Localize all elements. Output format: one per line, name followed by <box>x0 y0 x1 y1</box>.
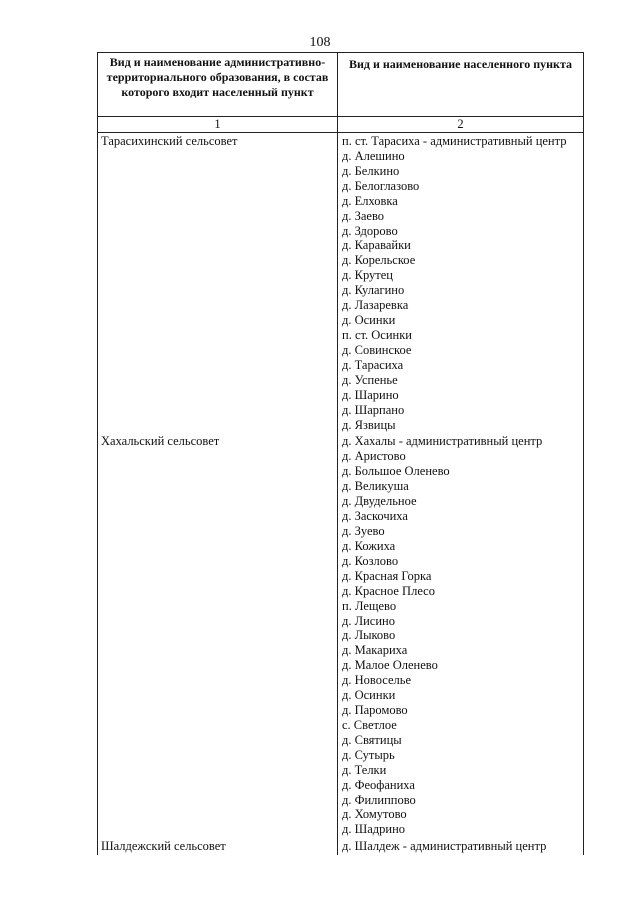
settlement-item: д. Хахалы - административный центр <box>342 434 543 449</box>
territory-name: Шалдежский сельсовет <box>101 839 226 854</box>
territory-name: Хахальский сельсовет <box>101 434 220 449</box>
settlement-item: д. Шарпано <box>342 402 405 417</box>
settlement-item: д. Успенье <box>342 372 398 387</box>
settlement-item: д. Корельское <box>342 253 416 268</box>
settlement-item: д. Осинки <box>342 313 396 328</box>
settlement-item: д. Телки <box>342 762 387 777</box>
settlement-item: д. Макариха <box>342 643 408 658</box>
settlement-item: п. Лещево <box>342 598 397 613</box>
table-header-row <box>98 53 584 117</box>
settlement-item: д. Лазаревка <box>342 298 409 313</box>
settlements-cell <box>338 433 584 838</box>
settlement-item: д. Каравайки <box>342 238 411 253</box>
settlement-item: д. Крутец <box>342 268 393 283</box>
settlement-item: д. Двудельное <box>342 494 417 509</box>
settlement-item: д. Красная Горка <box>342 568 432 583</box>
settlement-item: д. Паромово <box>342 703 408 718</box>
settlement-item: д. Белоглазово <box>342 178 420 193</box>
page-number: 108 <box>309 35 331 50</box>
settlement-item: д. Здорово <box>342 223 398 238</box>
settlement-item: д. Шалдеж - административный центр <box>342 839 547 854</box>
settlement-item: д. Шарино <box>342 387 399 402</box>
territory-name: Тарасихинский сельсовет <box>101 134 238 148</box>
settlement-item: д. Филиппово <box>342 792 416 807</box>
table-body <box>98 133 584 856</box>
table-row <box>98 433 584 838</box>
column-number-row <box>98 117 584 133</box>
settlement-item: д. Лисино <box>342 613 395 628</box>
settlements-cell <box>338 838 584 855</box>
settlement-item: д. Кулагино <box>342 283 405 298</box>
settlement-item: д. Козлово <box>342 553 399 568</box>
settlement-item: д. Хомутово <box>342 807 407 822</box>
settlements-cell <box>338 133 584 434</box>
settlement-item: д. Заскочиха <box>342 509 408 524</box>
settlement-item: д. Аристово <box>342 449 406 464</box>
settlement-item: д. Заево <box>342 208 385 223</box>
column-number-1: 1 <box>98 117 338 133</box>
settlement-item: д. Тарасиха <box>342 357 404 372</box>
settlement-item: д. Святицы <box>342 732 402 747</box>
settlement-item: д. Сутырь <box>342 747 395 762</box>
settlement-item: д. Кожиха <box>342 538 396 553</box>
settlement-item: д. Зуево <box>342 523 385 538</box>
table-row <box>98 838 584 855</box>
settlement-item: д. Совинское <box>342 342 412 357</box>
settlement-item: д. Шадрино <box>342 822 406 837</box>
settlement-item: д. Язвицы <box>342 417 396 432</box>
settlement-item: д. Малое Оленево <box>342 658 438 673</box>
territory-cell <box>98 838 338 855</box>
table-row <box>98 133 584 434</box>
column-number-2: 2 <box>338 117 584 133</box>
settlement-item: д. Осинки <box>342 688 396 703</box>
territory-cell <box>98 433 338 838</box>
settlement-item: п. ст. Осинки <box>342 327 412 342</box>
settlement-item: д. Белкино <box>342 163 400 178</box>
settlement-item: п. ст. Тарасиха - административный центр <box>342 134 567 148</box>
settlements-table <box>97 52 584 855</box>
settlement-item: д. Большое Оленево <box>342 464 450 479</box>
settlement-item: с. Светлое <box>342 717 397 732</box>
column-header-settlement: Вид и наименование населенного пункта <box>338 53 584 117</box>
settlement-item: д. Алешино <box>342 148 405 163</box>
column-header-territory: Вид и наименование административно-территориального образования, в состав которого входит населенный пункт <box>98 53 338 117</box>
settlement-item: д. Красное Плесо <box>342 583 435 598</box>
settlement-item: д. Лыково <box>342 628 396 643</box>
settlement-item: д. Великуша <box>342 479 409 494</box>
territory-cell <box>98 133 338 434</box>
settlement-item: д. Феофаниха <box>342 777 415 792</box>
settlement-item: д. Елховка <box>342 193 398 208</box>
settlement-item: д. Новоселье <box>342 673 412 688</box>
